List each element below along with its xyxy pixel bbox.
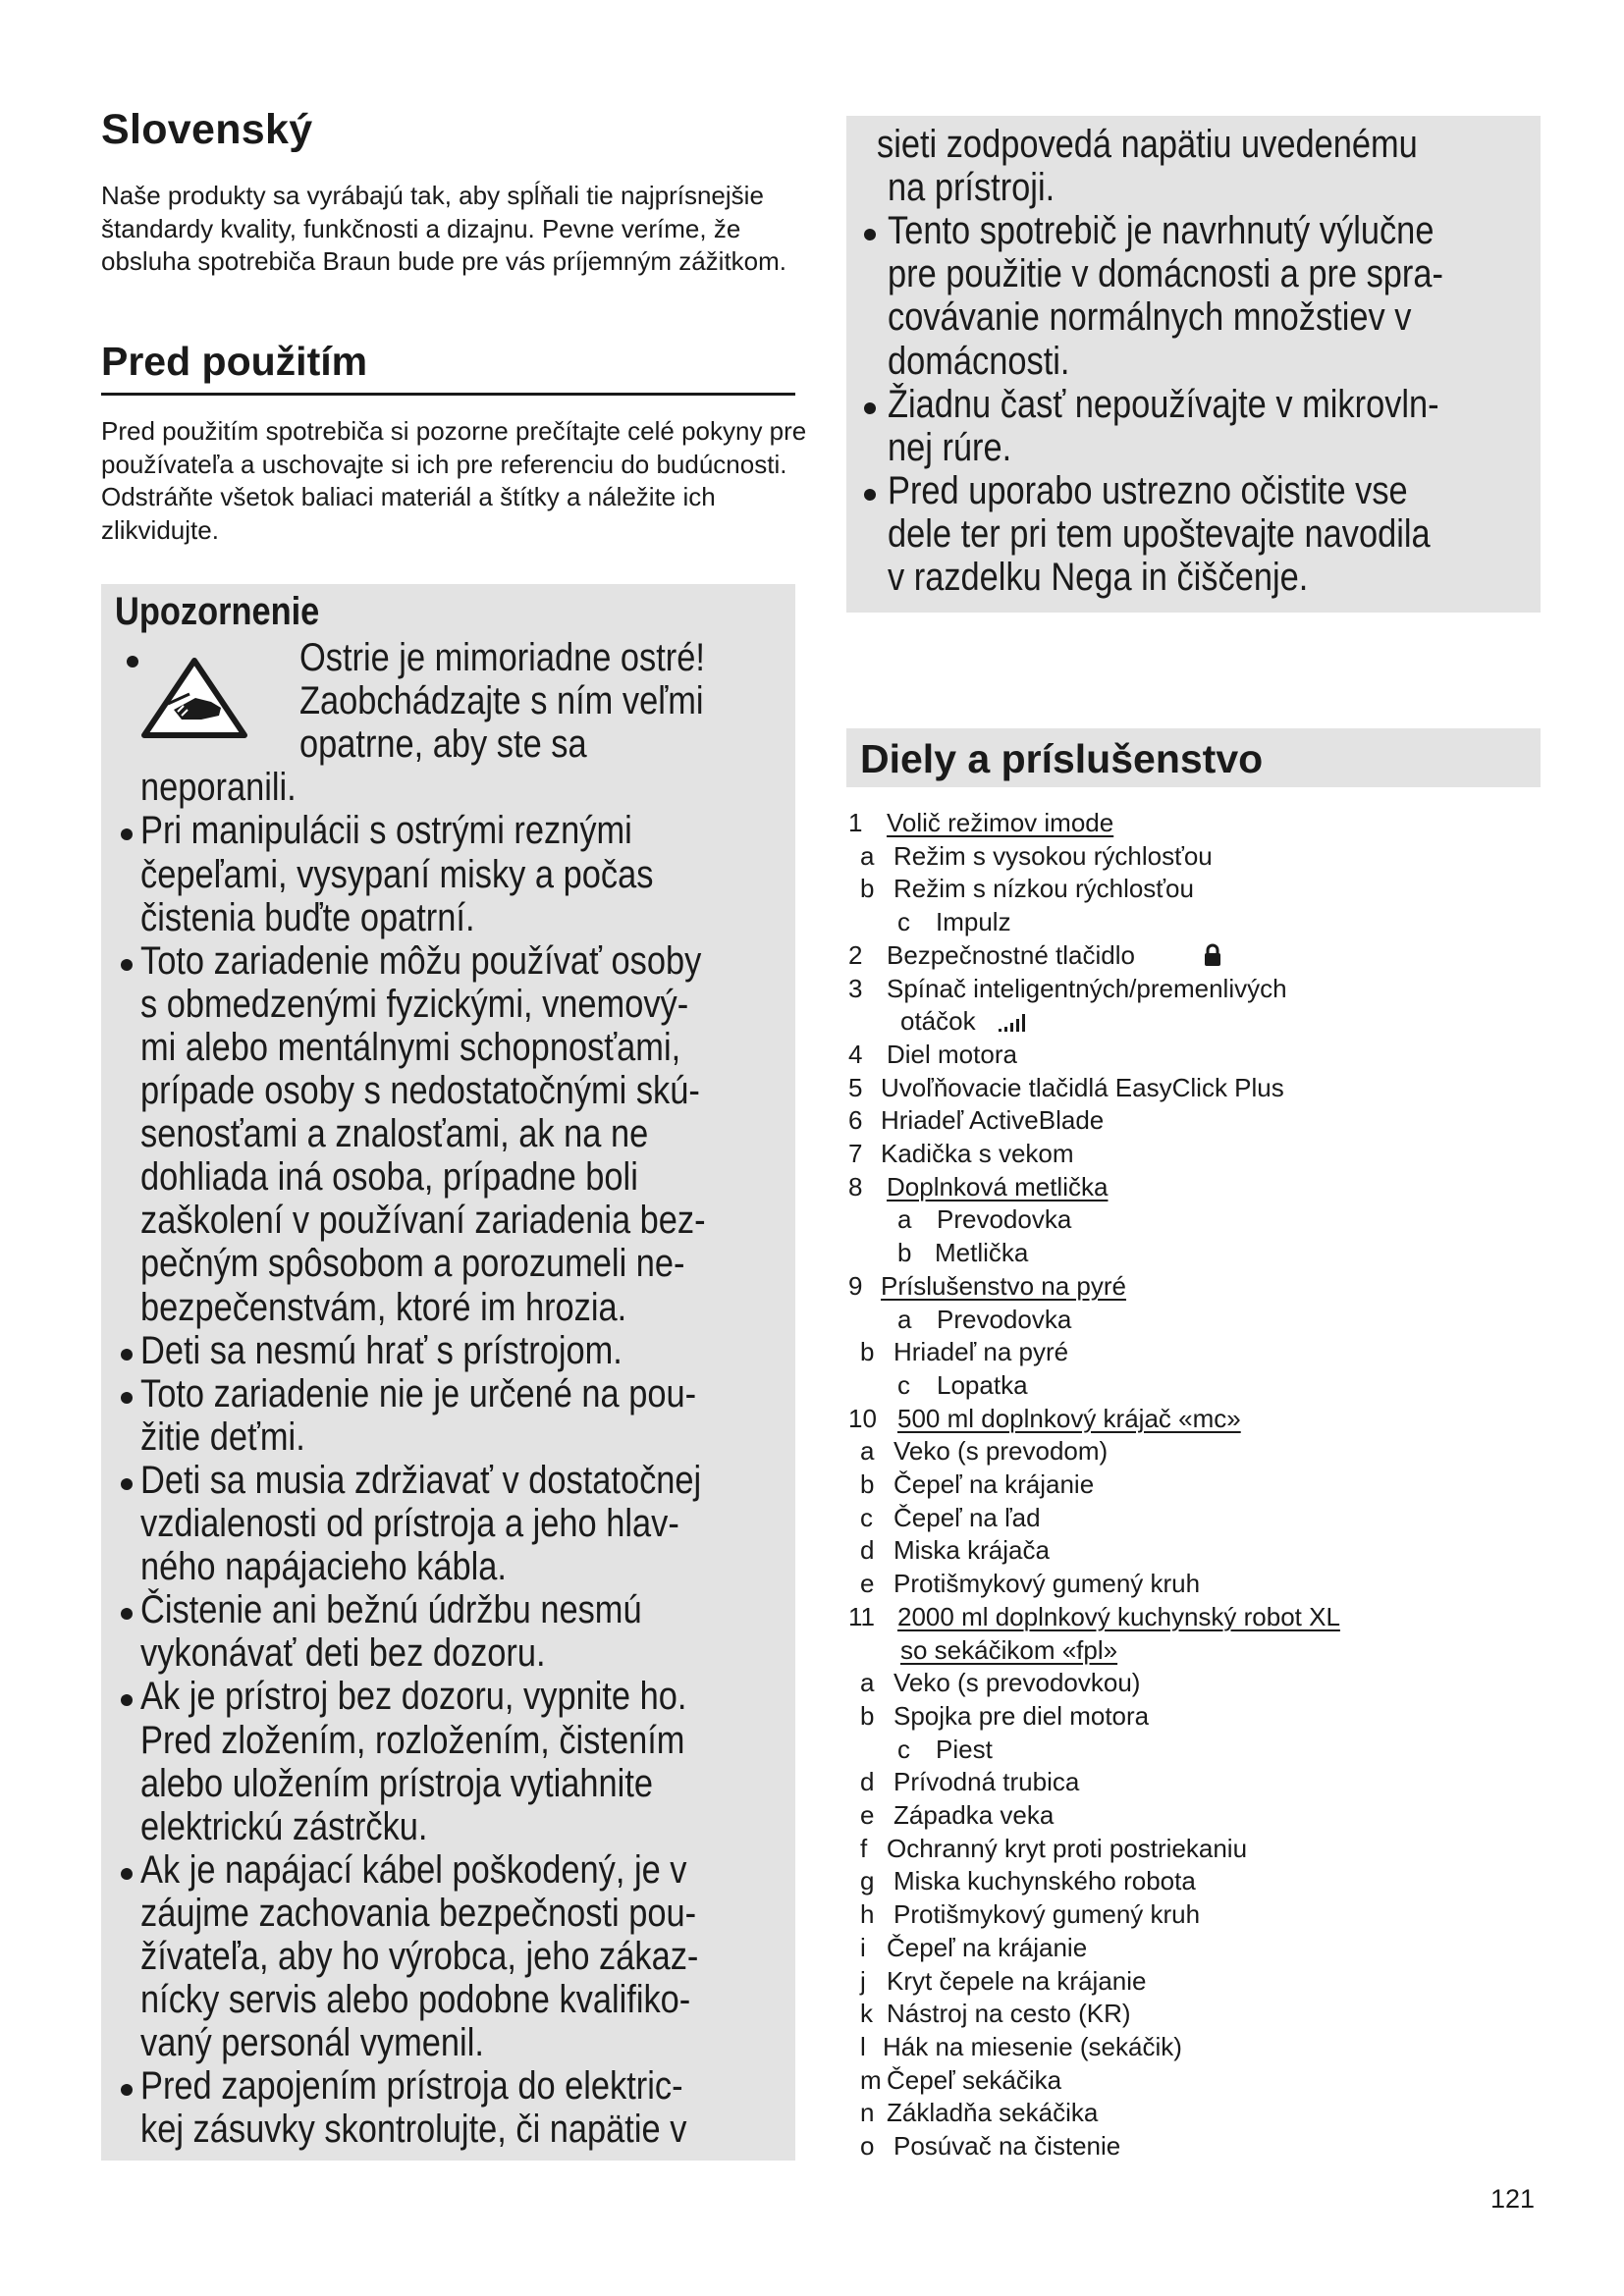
parts-heading: Diely a príslušenstvo xyxy=(860,736,1264,781)
part-number: i xyxy=(860,1932,866,1962)
continued-item-line: v razdelku Nega in čiščenje. xyxy=(888,556,1309,599)
part-label: Posúvač na čistenie xyxy=(893,2131,1121,2161)
warning-item-line: bezpečenstvám, ktoré im hrozia. xyxy=(140,1285,627,1329)
warning-item-line: čepeľami, vysypaní misky a počas xyxy=(140,852,654,896)
part-label: Čepeľ na krájanie xyxy=(893,1469,1095,1499)
part-number: o xyxy=(860,2131,875,2161)
part-number: a xyxy=(860,1436,875,1467)
part-label: Spojka pre diel motora xyxy=(893,1700,1150,1731)
part-label: Čepeľ na krájanie xyxy=(887,1932,1088,1962)
part-label: Bezpečnostné tlačidlo xyxy=(887,939,1135,970)
warning-item-line: Čistenie ani bežnú údržbu nesmú xyxy=(140,1588,642,1632)
intro-paragraph: Naše produkty sa vyrábajú tak, aby spĺňali tie najprísnejšie štandardy kvality, funkčnosti a dizajnu. Pevne veríme, že obsluha spotrebiča Braun bude pre vás príjemným zážitkom. xyxy=(101,181,787,276)
part-number: c xyxy=(897,1369,910,1400)
warning-item-line: prípade osoby s nedostatočnými skú- xyxy=(140,1069,700,1112)
part-number: k xyxy=(860,1999,873,2029)
before-use-heading: Pred použitím xyxy=(101,339,368,384)
part-number: 9 xyxy=(848,1270,863,1301)
part-label: Čepeľ na ľad xyxy=(893,1502,1041,1532)
part-label: Piest xyxy=(936,1734,993,1764)
warning-item-line: Pri manipulácii s ostrými reznými xyxy=(140,809,632,853)
warning-item-line: vykonávať deti bez dozoru. xyxy=(140,1631,546,1676)
part-number: 7 xyxy=(848,1139,863,1168)
part-label: Hák na miesenie (sekáčik) xyxy=(883,2031,1182,2061)
part-number: a xyxy=(860,840,875,871)
part-label: 2000 ml doplnkový kuchynský robot XL xyxy=(897,1601,1340,1631)
continued-lead-line: sieti zodpovedá napätiu uvedenému xyxy=(877,123,1418,166)
part-label: Veko (s prevodovkou) xyxy=(893,1668,1141,1698)
part-label: Západka veka xyxy=(893,1800,1055,1830)
part-label: Protišmykový gumený kruh xyxy=(893,1569,1201,1599)
part-number: b xyxy=(860,1469,875,1499)
warning-item-line: dohliada iná osoba, prípadne boli xyxy=(140,1155,638,1200)
warning-item-line: žívateľa, aby ho výrobca, jeho zákaz- xyxy=(140,1935,699,1978)
warning-item-line: senosťami a znalosťami, ak na ne xyxy=(140,1112,649,1156)
part-label: Prívodná trubica xyxy=(893,1767,1080,1797)
warning-item-line: ného napájacieho kábla. xyxy=(140,1545,507,1589)
warning-item-line: čistenia buďte opatrní. xyxy=(140,895,475,939)
part-label: Miska kuchynského robota xyxy=(893,1866,1196,1896)
warning-item-line: záujme zachovania bezpečnosti pou- xyxy=(140,1891,697,1935)
part-number: e xyxy=(860,1569,875,1599)
part-number: d xyxy=(860,1535,875,1566)
part-number: g xyxy=(860,1866,875,1896)
part-number: f xyxy=(860,1833,868,1863)
part-label: Režim s nízkou rýchlosťou xyxy=(893,874,1194,904)
warning-item-line: Ostrie je mimoriadne ostré! xyxy=(299,636,705,679)
part-number: 10 xyxy=(848,1403,877,1433)
warning-item-line: kej zásuvky skontrolujte, či napätie v xyxy=(140,2108,687,2152)
part-label: Kryt čepele na krájanie xyxy=(887,1965,1147,1996)
bullet-dot xyxy=(121,959,133,971)
part-label: Protišmykový gumený kruh xyxy=(893,1899,1201,1930)
part-label: Hriadeľ ActiveBlade xyxy=(881,1105,1105,1136)
before-use-paragraph: Pred použitím spotrebiča si pozorne prečítajte celé pokyny pre používateľa a uschovajte si ich pre referenciu do budúcnosti. Odstráňte všetok baliaci materiál a štítky a náležite ich zlikvidujte. xyxy=(101,416,807,545)
warning-item-line: Ak je prístroj bez dozoru, vypnite ho. xyxy=(140,1675,687,1719)
part-number: 8 xyxy=(848,1171,863,1201)
bullet-dot xyxy=(121,1868,133,1880)
warning-item-line: Toto zariadenie nie je určené na pou- xyxy=(140,1371,697,1415)
continued-item-line: Tento spotrebič je navrhnutý výlučne xyxy=(888,209,1435,253)
bullet-dot xyxy=(864,489,876,501)
part-number: b xyxy=(897,1238,912,1268)
part-number: l xyxy=(860,2031,866,2061)
bullet-dot xyxy=(864,402,876,414)
part-label: Lopatka xyxy=(937,1369,1028,1400)
part-number: b xyxy=(860,1700,875,1731)
part-label: Režim s vysokou rýchlosťou xyxy=(893,840,1213,871)
warning-heading: Upozornenie xyxy=(115,590,320,633)
page-number: 121 xyxy=(1490,2184,1536,2214)
part-label: Základňa sekáčika xyxy=(887,2098,1099,2128)
part-number: 5 xyxy=(848,1072,863,1102)
warning-item-line: elektrickú zástrčku. xyxy=(140,1804,428,1848)
bullet-dot xyxy=(121,1349,133,1361)
warning-item-line: neporanili. xyxy=(140,766,297,810)
continued-item-line: domácnosti. xyxy=(888,339,1070,383)
part-label: Diel motora xyxy=(887,1039,1017,1069)
part-number: h xyxy=(860,1899,875,1930)
warning-item-line: vzdialenosti od prístroja a jeho hlav- xyxy=(140,1502,679,1545)
part-number: c xyxy=(860,1502,873,1532)
warning-item-line: Deti sa nesmú hrať s prístrojom. xyxy=(140,1328,623,1372)
continued-item-line: nej rúre. xyxy=(888,425,1012,469)
part-label: Metlička xyxy=(935,1238,1029,1268)
part-number: m xyxy=(860,2064,882,2095)
part-label: Čepeľ sekáčika xyxy=(887,2064,1062,2095)
part-label: Volič režimov imode xyxy=(887,808,1114,837)
part-number: c xyxy=(897,1734,910,1764)
part-number: n xyxy=(860,2098,875,2128)
part-number: 1 xyxy=(848,808,863,837)
bullet-dot xyxy=(121,1392,133,1404)
warning-item-line: Toto zariadenie môžu používať osoby xyxy=(140,938,702,983)
warning-item-line: zaškolení v používaní zariadenia bez- xyxy=(140,1199,706,1243)
continued-item-line: pre použitie v domácnosti a pre spra- xyxy=(888,252,1443,296)
part-label: Nástroj na cesto (KR) xyxy=(887,1999,1131,2029)
part-label: Miska krájača xyxy=(893,1535,1050,1566)
part-label: 500 ml doplnkový krájač «mc» xyxy=(897,1403,1241,1433)
warning-item-line: alebo uložením prístroja vytiahnite xyxy=(140,1761,654,1805)
part-number: 11 xyxy=(848,1601,875,1631)
warning-item-line: mi alebo mentálnymi schopnosťami, xyxy=(140,1025,681,1069)
part-label: Prevodovka xyxy=(937,1304,1072,1334)
warning-item-line: žitie deťmi. xyxy=(140,1415,305,1459)
warning-item-line: s obmedzenými fyzickými, vnemový- xyxy=(140,982,689,1026)
part-number: a xyxy=(897,1204,912,1235)
part-label: Uvoľňovacie tlačidlá EasyClick Plus xyxy=(881,1072,1284,1102)
continued-item-line: dele ter pri tem upoštevajte navodila xyxy=(888,511,1431,556)
continued-lead-line: na prístroji. xyxy=(888,166,1056,210)
part-number: 4 xyxy=(848,1039,863,1069)
part-number: a xyxy=(897,1304,912,1334)
part-number: b xyxy=(860,874,875,904)
speed-bars-icon xyxy=(999,1010,1032,1037)
warning-item-line: pečným spôsobom a porozumeli ne- xyxy=(140,1242,685,1286)
part-number: 6 xyxy=(848,1105,863,1136)
heading-underline xyxy=(101,393,795,396)
part-label: Veko (s prevodom) xyxy=(893,1436,1109,1467)
warning-item-line: Ak je napájací kábel poškodený, je v xyxy=(140,1847,687,1892)
warning-item-line: Zaobchádzajte s ním veľmi xyxy=(299,679,704,723)
warning-item-line: vaný personál vymenil. xyxy=(140,2021,484,2065)
section-title-language: Slovenský xyxy=(101,106,313,153)
part-label: so sekáčikom «fpl» xyxy=(900,1634,1118,1665)
bullet-dot xyxy=(127,656,138,667)
part-number: d xyxy=(860,1767,875,1797)
part-number: b xyxy=(860,1337,875,1367)
part-label: Príslušenstvo na pyré xyxy=(881,1270,1127,1301)
part-number: 3 xyxy=(848,973,863,1003)
part-label: Spínač inteligentných/premenlivých xyxy=(887,973,1287,1003)
part-label: Doplnková metlička xyxy=(887,1171,1109,1201)
part-number: e xyxy=(860,1800,875,1830)
warning-item-line: nícky servis alebo podobne kvalifiko- xyxy=(140,1978,691,2022)
part-number: c xyxy=(897,907,910,937)
part-number: j xyxy=(860,1965,866,1996)
part-label: Impulz xyxy=(936,907,1011,937)
continued-item-line: Žiadnu časť nepoužívajte v mikrovln- xyxy=(888,382,1439,426)
lock-icon xyxy=(1203,943,1222,972)
part-label: Ochranný kryt proti postriekaniu xyxy=(887,1833,1248,1863)
part-label: otáčok xyxy=(900,1006,976,1037)
part-number: a xyxy=(860,1668,875,1698)
hand-blade-warning-icon xyxy=(138,655,250,741)
part-number: 2 xyxy=(848,939,863,970)
warning-item-line: opatrne, aby ste sa xyxy=(299,722,587,767)
continued-item-line: Pred uporabo ustrezno očistite vse xyxy=(888,468,1408,512)
bullet-dot xyxy=(121,1478,133,1490)
continued-item-line: covávanie normálnych množstiev v xyxy=(888,295,1412,340)
warning-item-line: Pred zložením, rozložením, čistením xyxy=(140,1718,685,1762)
warning-item-line: Pred zapojením prístroja do elektric- xyxy=(140,2064,683,2109)
part-label: Kadička s vekom xyxy=(881,1139,1074,1168)
warning-item-line: Deti sa musia zdržiavať v dostatočnej xyxy=(140,1458,702,1502)
part-label: Prevodovka xyxy=(937,1204,1072,1235)
part-label: Hriadeľ na pyré xyxy=(893,1337,1069,1367)
